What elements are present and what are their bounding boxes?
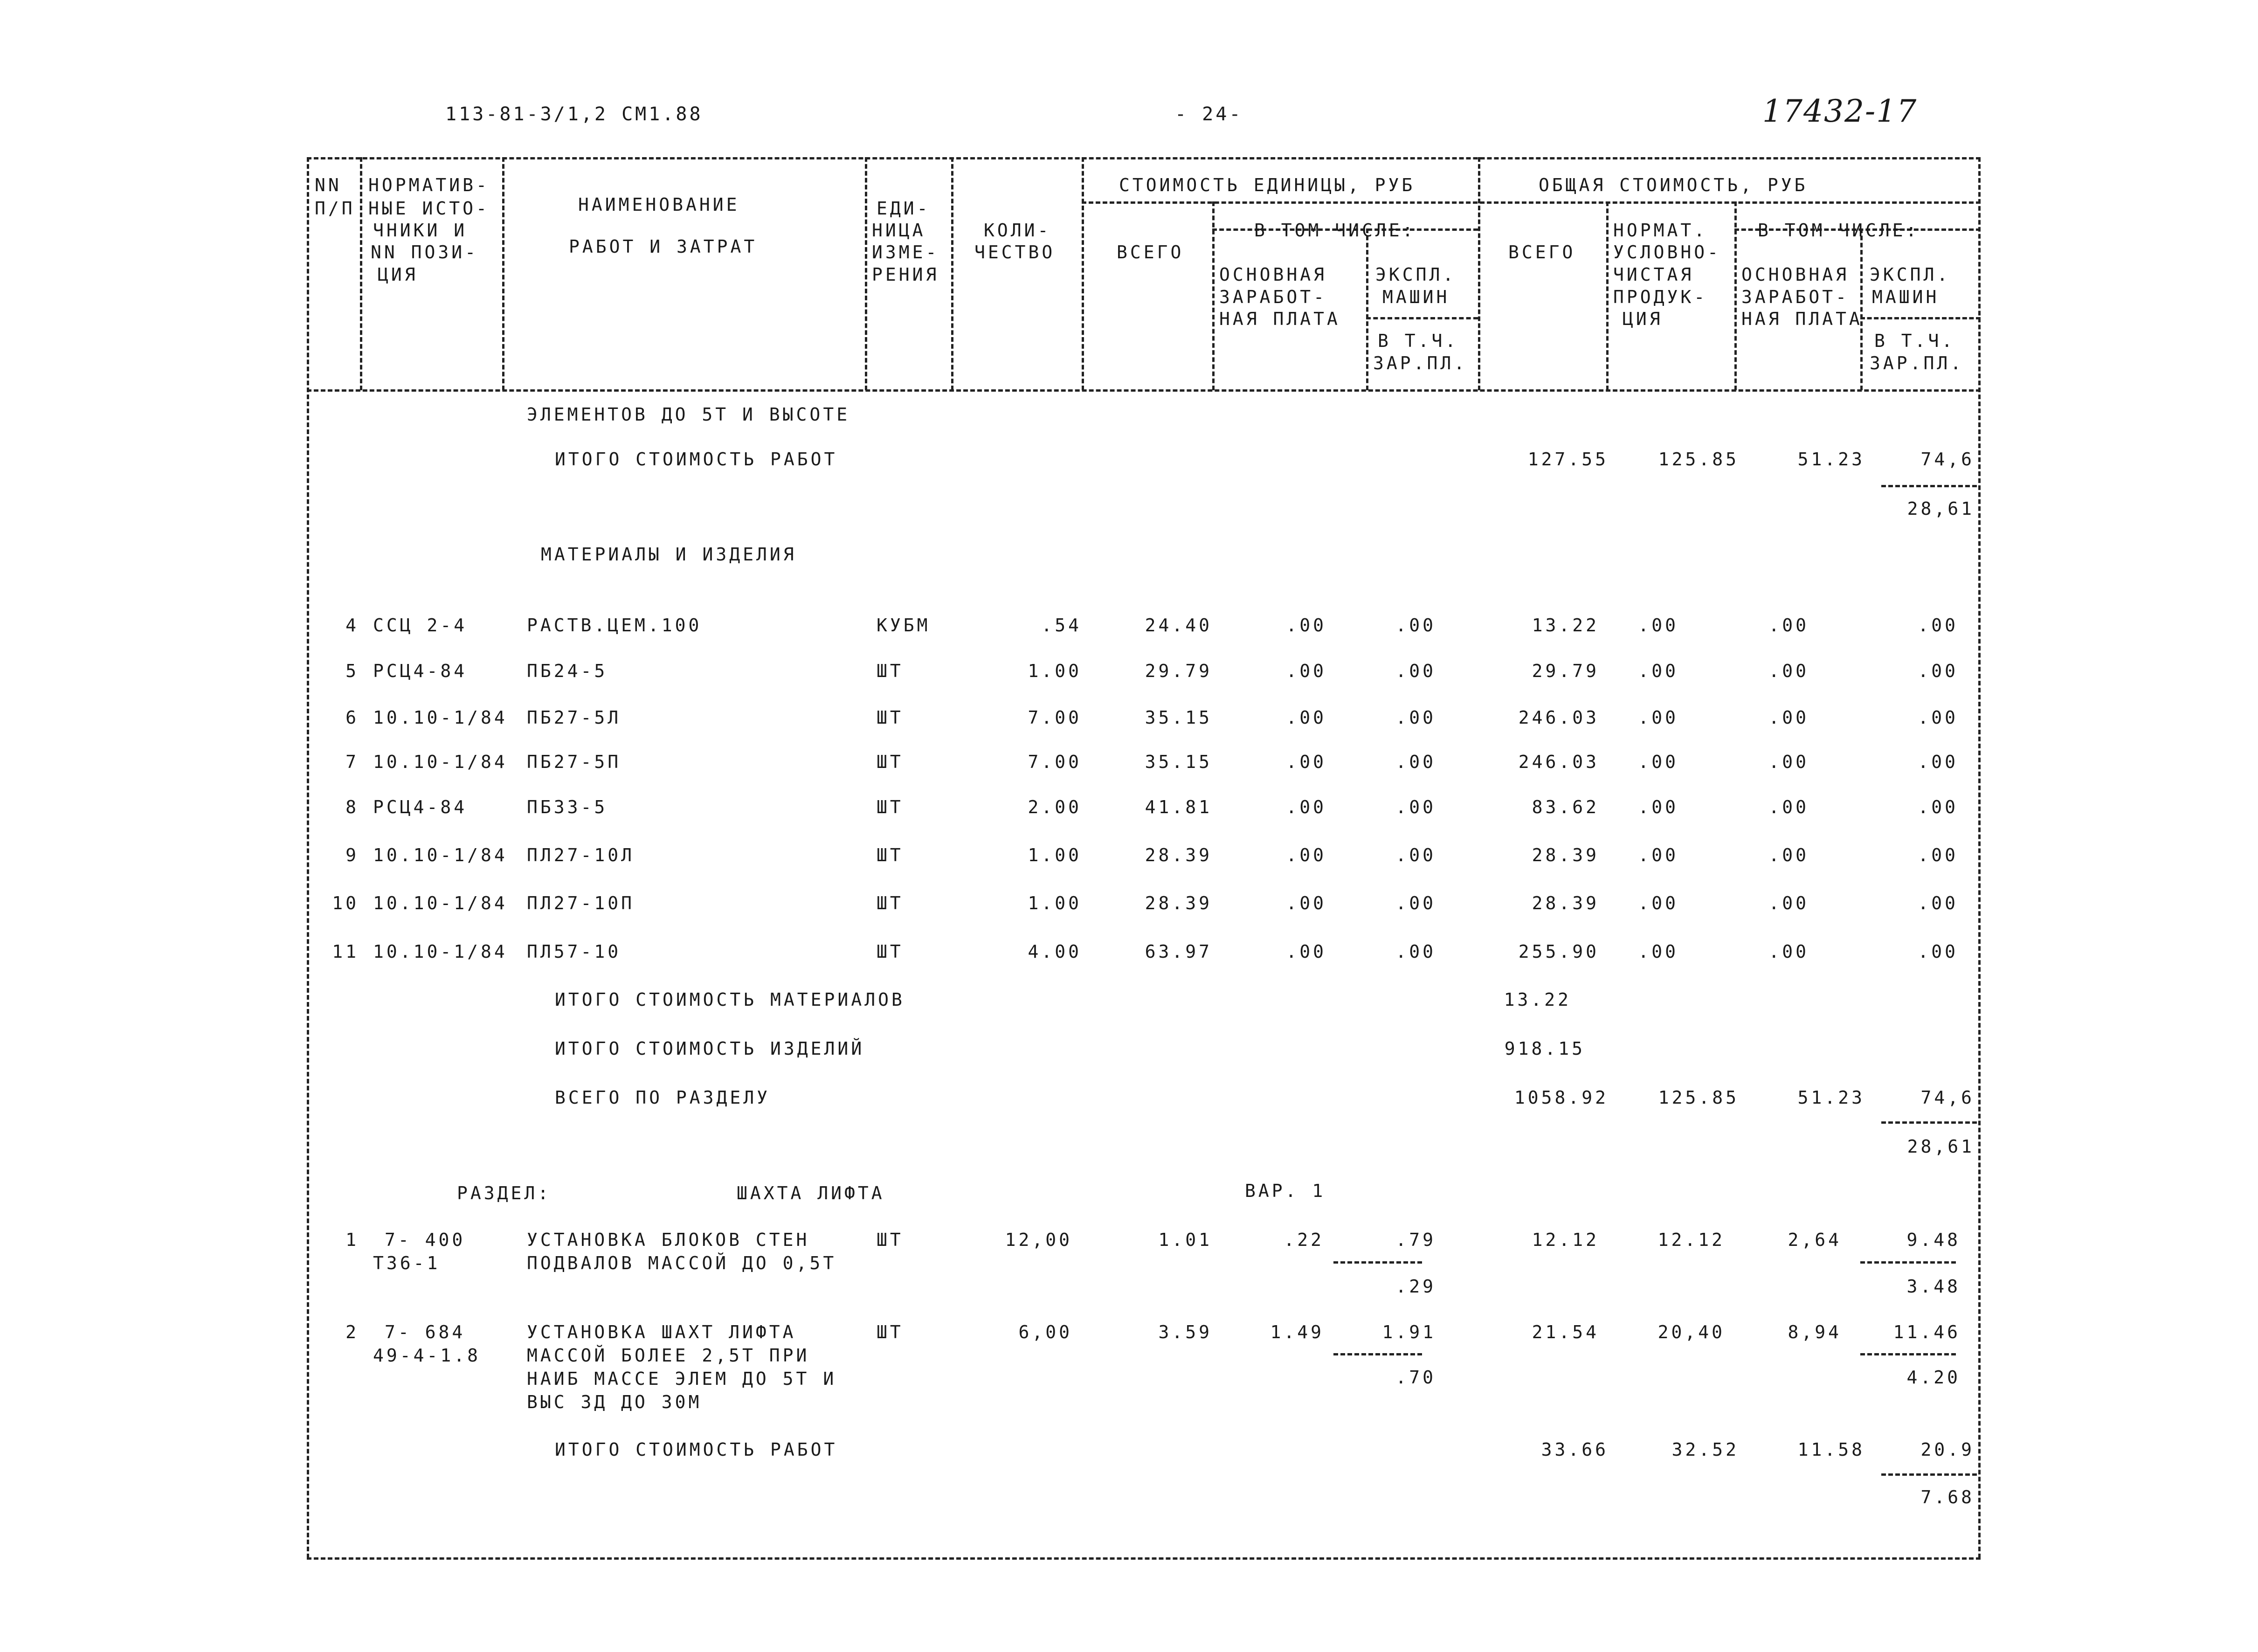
row-9-u-eksp: .00 [1395,893,1436,913]
row-0-name: ЭЛЕМЕНТОВ ДО 5Т И ВЫСОТЕ [527,404,850,425]
row-5-src: 10.10-1/84 [373,707,508,728]
row-5-u-eksp: .00 [1395,707,1436,728]
hdr-nn-2: П/П [315,198,355,219]
handwritten-number: 17432-17 [1762,93,1918,129]
row-6-nn: 7 [345,752,359,772]
row-5-t-norm: .00 [1638,707,1678,728]
hdr-total-vtch-2: ЗАР.ПЛ. [1870,353,1964,373]
row-6-u-eksp: .00 [1395,752,1436,772]
hdr-src-4: NN ПОЗИ- [371,242,479,263]
row-9-u-osn: .00 [1286,893,1326,913]
row-10-unit: ШТ [877,941,904,962]
row-10-t-osn: .00 [1768,941,1809,962]
row-7-nn: 8 [345,797,359,817]
row-7-t-eksp: .00 [1918,797,1958,817]
row-10-u-eksp: .00 [1395,941,1436,962]
header-vline-9 [1606,201,1609,390]
srow-1-src-2: 49-4-1.8 [373,1345,481,1366]
hdr-total-vtch-1: В Т.Ч. [1874,331,1955,351]
row-10-t-norm: .00 [1638,941,1678,962]
hdr-unit-cost-group: СТОИМОСТЬ ЕДИНИЦЫ, РУБ [1119,175,1416,195]
row-10-name: ПЛ57-10 [527,941,621,962]
row-12-t-total: 918.15 [1504,1038,1585,1059]
header-vline-5 [1082,157,1084,390]
row-7-src: РСЦ4-84 [373,797,468,817]
srow-0-u-eksp: .79 [1395,1230,1436,1250]
srow-0-t-norm: 12.12 [1657,1230,1725,1250]
row-9-u-total: 28.39 [1145,893,1212,913]
row-4-unit: ШТ [877,661,904,681]
final-total-sub-dash [1881,1473,1977,1476]
row-9-unit: ШТ [877,893,904,913]
row-9-t-norm: .00 [1638,893,1678,913]
srow-0-qty: 12,00 [1005,1230,1072,1250]
row-11-name: ИТОГО СТОИМОСТЬ МАТЕРИАЛОВ [555,989,905,1010]
row-6-t-norm: .00 [1638,752,1678,772]
srow-0-u-osn: .22 [1284,1230,1324,1250]
row-3-nn: 4 [345,615,359,636]
hdr-unit-4: РЕНИЯ [872,264,939,285]
srow-1-t-total: 21.54 [1532,1322,1599,1342]
row-4-nn: 5 [345,661,359,681]
doc-code: 113-81-3/1,2 СМ1.88 [445,104,703,125]
table-right-border [1978,157,1981,1558]
row-4-t-norm: .00 [1638,661,1678,681]
row-5-t-eksp: .00 [1918,707,1958,728]
row-9-nn: 10 [332,893,359,913]
row-8-t-norm: .00 [1638,845,1678,865]
row-10-src: 10.10-1/84 [373,941,508,962]
hdr-name-1: НАИМЕНОВАНИЕ [578,194,740,215]
header-vline-2 [502,157,504,390]
row-9-t-total: 28.39 [1532,893,1599,913]
total-vtch-divider [1860,317,1981,319]
row-6-name: ПБ27-5П [527,752,621,772]
row-1-t-eksp-sub: 28,61 [1907,498,1975,519]
hdr-unit-3: ИЗМЕ- [872,242,939,263]
srow-1-t-norm: 20,40 [1657,1322,1725,1342]
final-total-t-total: 33.66 [1541,1439,1609,1460]
row-9-t-eksp: .00 [1918,893,1958,913]
row-3-t-norm: .00 [1638,615,1678,636]
header-vline-8 [1478,157,1480,390]
row-8-name: ПЛ27-10Л [527,845,635,865]
row-8-u-eksp: .00 [1395,845,1436,865]
srow-1-t-osn: 8,94 [1788,1322,1842,1342]
srow-0-t-eksp: 9.48 [1906,1230,1961,1250]
row-6-t-total: 246.03 [1518,752,1599,772]
hdr-src-2: НЫЕ ИСТО- [368,198,490,219]
row-13-t-eksp-sub: 28,61 [1907,1136,1975,1157]
srow-0-name-1: УСТАНОВКА БЛОКОВ СТЕН [527,1230,810,1250]
hdr-qty-1: КОЛИ- [984,220,1051,241]
srow-0-u-eksp-sub: .29 [1395,1276,1436,1297]
srow-0-t-osn: 2,64 [1788,1230,1842,1250]
srow-0-t-dash [1860,1261,1956,1264]
row-9-src: 10.10-1/84 [373,893,508,913]
row-6-u-total: 35.15 [1145,752,1212,772]
row-7-qty: 2.00 [1028,797,1082,817]
final-total-t-eksp: 20.9 [1920,1439,1975,1460]
row-7-u-eksp: .00 [1395,797,1436,817]
srow-1-u-total: 3.59 [1158,1322,1212,1342]
hdr-name-2: РАБОТ И ЗАТРАТ [569,236,758,257]
row-10-t-eksp: .00 [1918,941,1958,962]
row-5-name: ПБ27-5Л [527,707,621,728]
hdr-src-3: ЧНИКИ И [373,220,468,241]
row-10-u-total: 63.97 [1145,941,1212,962]
srow-0-name-2: ПОДВАЛОВ МАССОЙ ДО 0,5Т [527,1253,837,1273]
hdr-src-1: НОРМАТИВ- [368,175,490,195]
srow-0-nn: 1 [345,1230,359,1250]
row-4-u-osn: .00 [1286,661,1326,681]
row-2-name: МАТЕРИАЛЫ И ИЗДЕЛИЯ [541,544,797,565]
hdr-normat-3: ЧИСТАЯ [1613,264,1694,285]
table-bottom-border [307,1557,1981,1560]
row-4-u-eksp: .00 [1395,661,1436,681]
srow-0-u-dash [1333,1261,1422,1264]
row-9-name: ПЛ27-10П [527,893,635,913]
row-1-t-norm: 125.85 [1658,449,1739,470]
hdr-total-ekspl-2: МАШИН [1872,287,1940,307]
row-8-t-osn: .00 [1768,845,1809,865]
hdr-normat-4: ПРОДУК- [1613,287,1708,307]
row-4-qty: 1.00 [1028,661,1082,681]
srow-0-src-1: 7- 400 [385,1230,466,1250]
srow-1-name-4: ВЫС ЗД ДО 30М [527,1392,702,1412]
hdr-src-5: ЦИЯ [378,264,418,285]
row-3-u-total: 24.40 [1145,615,1212,636]
header-group-divider [1082,201,1981,204]
row-13-sub-dash [1881,1121,1977,1124]
row-9-qty: 1.00 [1028,893,1082,913]
row-10-qty: 4.00 [1028,941,1082,962]
srow-1-name-1: УСТАНОВКА ШАХТ ЛИФТА [527,1322,796,1342]
srow-1-u-eksp-sub: .70 [1395,1367,1436,1388]
hdr-total-osn-1: ОСНОВНАЯ [1741,264,1850,285]
row-3-qty: .54 [1041,615,1082,636]
row-8-u-total: 28.39 [1145,845,1212,865]
hdr-unit-osn-1: ОСНОВНАЯ [1219,264,1327,285]
row-6-qty: 7.00 [1028,752,1082,772]
srow-1-qty: 6,00 [1018,1322,1072,1342]
hdr-total-osn-3: НАЯ ПЛАТА [1741,309,1863,329]
row-5-t-osn: .00 [1768,707,1809,728]
srow-1-t-eksp-sub: 4.20 [1906,1367,1961,1388]
srow-0-unit: ШТ [877,1230,904,1250]
row-4-t-osn: .00 [1768,661,1809,681]
srow-1-name-3: НАИБ МАССЕ ЭЛЕМ ДО 5Т И [527,1369,837,1389]
row-4-t-eksp: .00 [1918,661,1958,681]
section-variant: ВАР. 1 [1245,1181,1326,1201]
row-13-t-osn: 51.23 [1797,1087,1865,1108]
hdr-nn-1: NN [315,175,342,195]
final-total-name: ИТОГО СТОИМОСТЬ РАБОТ [555,1439,838,1460]
hdr-total-vtomchisle: В ТОМ ЧИСЛЕ: [1758,220,1920,241]
header-vline-6 [1212,201,1215,390]
row-3-src: ССЦ 2-4 [373,615,468,636]
row-1-t-osn: 51.23 [1797,449,1865,470]
hdr-total-cost-group: ОБЩАЯ СТОИМОСТЬ, РУБ [1539,175,1808,195]
row-5-unit: ШТ [877,707,904,728]
row-11-t-total: 13.22 [1504,989,1571,1010]
row-3-u-osn: .00 [1286,615,1326,636]
srow-1-name-2: МАССОЙ БОЛЕЕ 2,5Т ПРИ [527,1345,810,1366]
hdr-unit-vtch-2: ЗАР.ПЛ. [1373,353,1468,373]
row-6-u-osn: .00 [1286,752,1326,772]
final-total-t-eksp-sub: 7.68 [1920,1487,1975,1507]
row-1-sub-dash [1881,485,1977,487]
srow-1-u-eksp: 1.91 [1382,1322,1436,1342]
row-3-t-total: 13.22 [1532,615,1599,636]
row-5-qty: 7.00 [1028,707,1082,728]
hdr-normat-1: НОРМАТ. [1613,220,1708,241]
row-1-name: ИТОГО СТОИМОСТЬ РАБОТ [555,449,838,470]
header-vline-10 [1734,201,1737,390]
row-1-t-eksp: 74,6 [1920,449,1975,470]
hdr-unit-osn-2: ЗАРАБОТ- [1219,287,1327,307]
row-10-t-total: 255.90 [1518,941,1599,962]
row-7-t-total: 83.62 [1532,797,1599,817]
header-bottom-border [307,389,1981,392]
srow-1-nn: 2 [345,1322,359,1342]
hdr-total-osn-2: ЗАРАБОТ- [1741,287,1850,307]
srow-1-src-1: 7- 684 [385,1322,466,1342]
section-label: РАЗДЕЛ: [457,1183,552,1203]
row-7-t-norm: .00 [1638,797,1678,817]
row-7-unit: ШТ [877,797,904,817]
hdr-unit-vtomchisle: В ТОМ ЧИСЛЕ: [1254,220,1416,241]
row-10-nn: 11 [332,941,359,962]
table-left-border [307,157,309,1558]
header-vline-1 [360,157,362,390]
row-13-t-norm: 125.85 [1658,1087,1739,1108]
row-4-name: ПБ24-5 [527,661,608,681]
hdr-normat-2: УСЛОВНО- [1613,242,1721,263]
row-4-u-total: 29.79 [1145,661,1212,681]
row-13-t-total: 1058.92 [1514,1087,1609,1108]
final-total-t-norm: 32.52 [1671,1439,1739,1460]
srow-1-u-osn: 1.49 [1270,1322,1324,1342]
row-8-t-total: 28.39 [1532,845,1599,865]
hdr-unit-vtch-1: В Т.Ч. [1378,331,1459,351]
srow-0-t-eksp-sub: 3.48 [1906,1276,1961,1297]
row-10-u-osn: .00 [1286,941,1326,962]
srow-1-u-dash [1333,1353,1422,1355]
hdr-unit-ekspl-2: МАШИН [1382,287,1450,307]
section-title: ШАХТА ЛИФТА [737,1183,885,1203]
srow-0-t-total: 12.12 [1532,1230,1599,1250]
row-8-u-osn: .00 [1286,845,1326,865]
row-3-unit: КУБМ [877,615,931,636]
hdr-unit-2: НИЦА [872,220,926,241]
row-8-qty: 1.00 [1028,845,1082,865]
table-top-border [307,157,1981,159]
row-8-nn: 9 [345,845,359,865]
row-5-u-osn: .00 [1286,707,1326,728]
row-7-name: ПБ33-5 [527,797,608,817]
srow-1-t-dash [1860,1353,1956,1355]
row-6-t-osn: .00 [1768,752,1809,772]
row-7-u-osn: .00 [1286,797,1326,817]
row-6-src: 10.10-1/84 [373,752,508,772]
hdr-unit-ekspl-1: ЭКСПЛ. [1375,264,1457,285]
srow-0-u-total: 1.01 [1158,1230,1212,1250]
row-3-u-eksp: .00 [1395,615,1436,636]
row-8-unit: ШТ [877,845,904,865]
header-vline-3 [865,157,867,390]
row-13-t-eksp: 74,6 [1920,1087,1975,1108]
header-vline-4 [951,157,953,390]
row-9-t-osn: .00 [1768,893,1809,913]
srow-0-src-2: Т36-1 [373,1253,441,1273]
hdr-unit-1: ЕДИ- [877,198,931,219]
row-5-nn: 6 [345,707,359,728]
unit-vtch-divider [1366,317,1478,319]
hdr-unit-osn-3: НАЯ ПЛАТА [1219,309,1340,329]
row-3-t-osn: .00 [1768,615,1809,636]
row-5-t-total: 246.03 [1518,707,1599,728]
hdr-total-vsego: ВСЕГО [1508,242,1576,263]
row-1-t-total: 127.55 [1527,449,1609,470]
row-5-u-total: 35.15 [1145,707,1212,728]
srow-1-unit: ШТ [877,1322,904,1342]
row-13-name: ВСЕГО ПО РАЗДЕЛУ [555,1087,771,1108]
row-4-src: РСЦ4-84 [373,661,468,681]
header-vline-7 [1366,228,1368,390]
row-3-name: РАСТВ.ЦЕМ.100 [527,615,702,636]
hdr-total-ekspl-1: ЭКСПЛ. [1870,264,1951,285]
row-6-unit: ШТ [877,752,904,772]
row-6-t-eksp: .00 [1918,752,1958,772]
page-number: - 24- [1175,104,1243,125]
row-8-src: 10.10-1/84 [373,845,508,865]
hdr-qty-2: ЧЕСТВО [974,242,1056,263]
row-12-name: ИТОГО СТОИМОСТЬ ИЗДЕЛИЙ [555,1038,865,1059]
row-8-t-eksp: .00 [1918,845,1958,865]
row-3-t-eksp: .00 [1918,615,1958,636]
hdr-unit-vsego: ВСЕГО [1117,242,1184,263]
row-4-t-total: 29.79 [1532,661,1599,681]
row-7-u-total: 41.81 [1145,797,1212,817]
final-total-t-osn: 11.58 [1797,1439,1865,1460]
row-7-t-osn: .00 [1768,797,1809,817]
srow-1-t-eksp: 11.46 [1893,1322,1961,1342]
hdr-normat-5: ЦИЯ [1623,309,1663,329]
